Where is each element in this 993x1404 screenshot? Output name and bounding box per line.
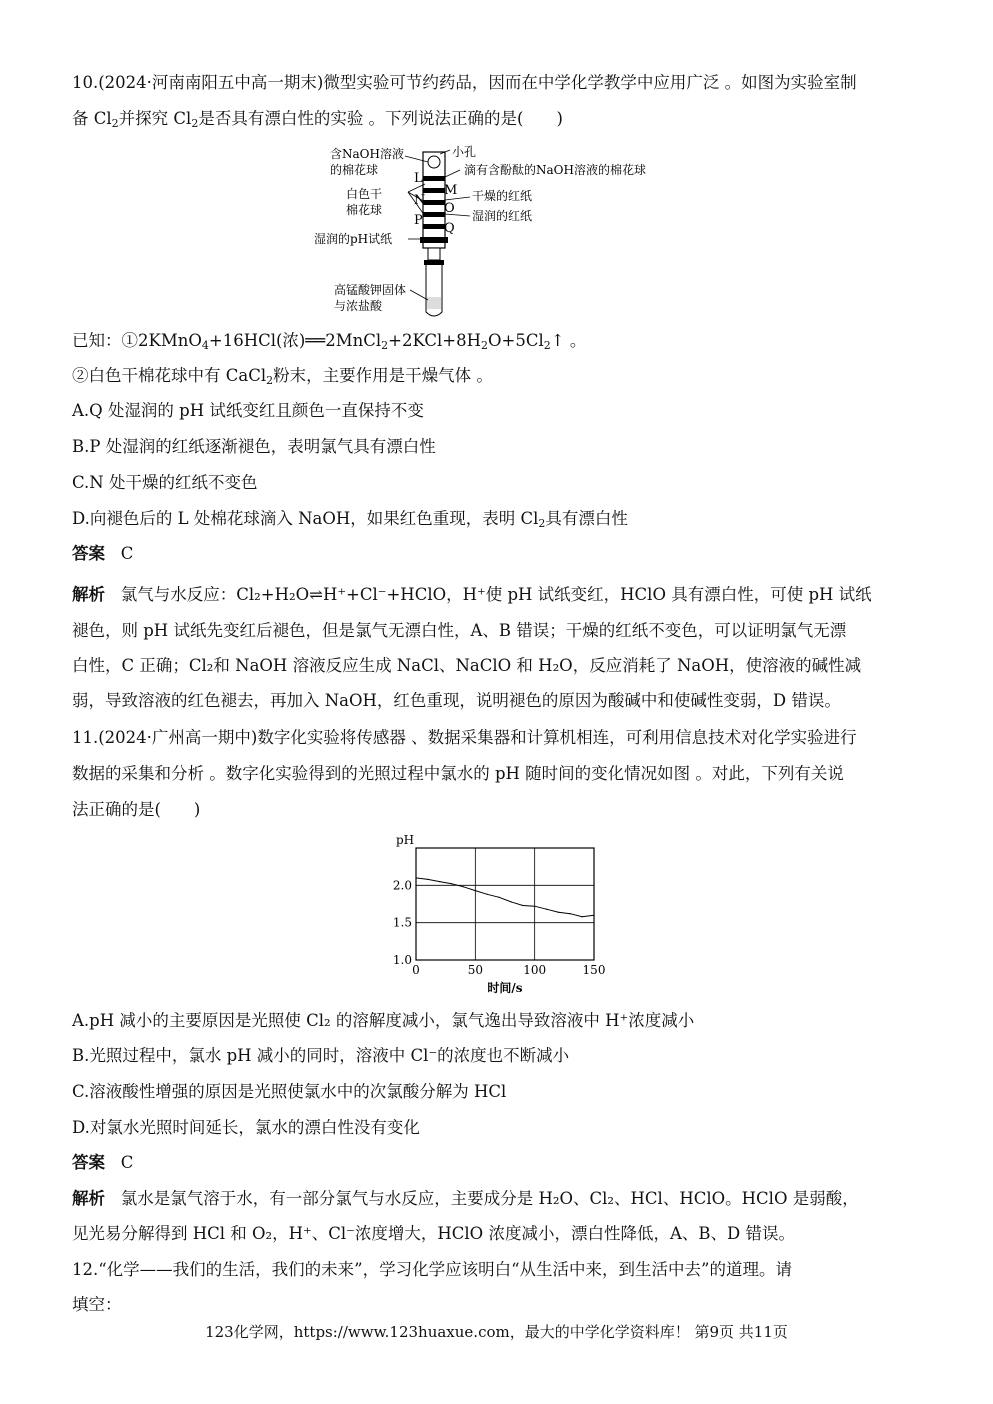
letter-Q: Q xyxy=(444,221,455,236)
ph-data-point xyxy=(498,897,499,898)
label-phenol-cotton: 滴有含酚酞的NaOH溶液的棉花球 xyxy=(464,163,646,177)
ph-data-point xyxy=(510,901,511,902)
label-dry-red-paper: 干燥的红纸 xyxy=(472,189,533,203)
q10-answer: 答案 C xyxy=(72,544,134,563)
label-small-hole: 小孔 xyxy=(452,145,477,159)
y-tick-label: 1.0 xyxy=(392,953,412,967)
label-kmno4-1: 高锰酸钾固体 xyxy=(334,283,407,297)
x-tick-label: 150 xyxy=(582,963,606,977)
q10-option-c: C.N 处干燥的红纸不变色 xyxy=(72,473,258,492)
q10-known-2: ②白色干棉花球中有 CaCl$_2$粉末，主要作用是干燥气体 。 xyxy=(72,366,493,387)
ph-data-point xyxy=(582,916,583,917)
q12-stem-line2: 填空： xyxy=(72,1295,122,1314)
q11-option-b: B.光照过程中，氯水 pH 减小的同时，溶液中 Cl⁻的浓度也不断减小 xyxy=(72,1046,570,1065)
q10-apparatus-diagram xyxy=(310,142,730,322)
y-axis-label: pH xyxy=(396,833,415,847)
ph-data-point xyxy=(522,905,523,906)
q11-option-c: C.溶液酸性增强的原因是光照使氯水中的次氯酸分解为 HCl xyxy=(72,1082,507,1101)
q11-stem-line3: 法正确的是( ) xyxy=(72,800,201,819)
letter-P: P xyxy=(414,213,423,228)
y-tick-label: 2.0 xyxy=(392,878,412,893)
letter-L: L xyxy=(414,171,423,186)
q10-analysis-3: 白性，C 正确；Cl₂和 NaOH 溶液反应生成 NaCl、NaClO 和 H₂O，反应消耗了 NaOH，使溶液的碱性减 xyxy=(72,656,862,675)
x-axis-label: 时间/s xyxy=(487,981,523,995)
q11-stem-line1: 11.(2024·广州高一期中)数字化实验将传感器 、数据采集器和计算机相连，可利用信息技术对化学实验进行 xyxy=(72,728,857,747)
q10-known-1: 已知：①2KMnO$_4$+16HCl(浓)$══2MnCl_2+2KCl+8H_2O+5Cl_2↑$ 。 xyxy=(72,331,587,352)
q11-analysis-2: 见光易分解得到 HCl 和 O₂，H⁺、Cl⁻浓度增大，HClO 浓度减小，漂白性降低，A、B、D 错误。 xyxy=(72,1224,795,1243)
ph-data-point xyxy=(546,909,547,910)
ph-data-point xyxy=(487,894,488,895)
q11-analysis-1: 解析 氯水是氯气溶于水，有一部分氯气与水反应，主要成分是 H₂O、Cl₂、HCl、HClO。HClO 是弱酸， xyxy=(72,1189,859,1208)
ph-data-point xyxy=(451,883,452,884)
q10-option-d: D.向褪色后的 L 处棉花球滴入 NaOH，如果红色重现，表明 $Cl_2$具有漂白性 xyxy=(72,509,628,530)
q10-stem-line1: 10.(2024·河南南阳五中高一期末)微型实验可节约药品，因而在中学化学教学中应用广泛 。如图为实验室制 xyxy=(72,73,857,92)
q10-analysis-2: 褪色，则 pH 试纸先变红后褪色，但是氯气无漂白性，A、B 错误；干燥的红纸不变色，可以证明氯气无漂 xyxy=(72,621,847,640)
label-naoh-cotton-1: 含NaOH溶液 xyxy=(330,147,404,161)
q10-option-b: B.P 处湿润的红纸逐渐褪色，表明氯气具有漂白性 xyxy=(72,437,436,456)
ph-data-point xyxy=(415,877,416,878)
q10-analysis-4: 弱，导致溶液的红色褪去，再加入 NaOH，红色重现，说明褪色的原因为酸碱中和使碱性变弱，D 错误。 xyxy=(72,691,841,710)
ph-time-chart xyxy=(380,828,620,1000)
ph-data-point xyxy=(427,879,428,880)
label-naoh-cotton-2: 的棉花球 xyxy=(330,163,379,177)
letter-N: N xyxy=(414,193,426,208)
ph-data-point xyxy=(558,912,559,913)
q10-option-a: A.Q 处湿润的 pH 试纸变红且颜色一直保持不变 xyxy=(72,401,424,420)
q11-stem-line2: 数据的采集和分析 。数字化实验得到的光照过程中氯水的 pH 随时间的变化情况如图 。对此，下列有关说 xyxy=(72,764,844,783)
y-tick-label: 1.5 xyxy=(392,915,412,930)
q11-option-d: D.对氯水光照时间延长，氯水的漂白性没有变化 xyxy=(72,1118,420,1137)
x-tick-label: 50 xyxy=(467,963,483,977)
letter-M: M xyxy=(444,183,458,198)
label-wet-ph-paper: 湿润的pH试纸 xyxy=(314,232,393,246)
letter-O: O xyxy=(444,201,455,216)
label-wet-red-paper: 湿润的红纸 xyxy=(472,209,533,223)
ph-data-point xyxy=(439,881,440,882)
plot-frame xyxy=(416,848,594,960)
page-footer: 123化学网，https://www.123huaxue.com，最大的中学化学资料库！ 第9页 共11页 xyxy=(205,1323,788,1341)
x-tick-label: 0 xyxy=(412,963,420,977)
x-tick-label: 100 xyxy=(523,963,547,977)
q11-option-a: A.pH 减小的主要原因是光照使 Cl₂ 的溶解度减小，氯气逸出导致溶液中 H⁺浓度减小 xyxy=(72,1011,695,1030)
ph-data-point xyxy=(570,913,571,914)
q12-stem-line1: 12.“化学——我们的生活，我们的未来”，学习化学应该明白“从生活中来，到生活中去”的道理。请 xyxy=(72,1260,792,1279)
q10-analysis-1: 解析 氯气与水反应：Cl₂+H₂O⇌H⁺+Cl⁻+HClO，H⁺使 pH 试纸变红，HClO 具有漂白性，可使 pH 试纸 xyxy=(72,585,872,604)
ph-data-point xyxy=(463,886,464,887)
ph-data-point xyxy=(593,915,594,916)
label-kmno4-2: 与浓盐酸 xyxy=(334,299,383,313)
label-white-dry-2: 棉花球 xyxy=(346,203,383,217)
q10-stem-line2: 备 $Cl_2$并探究 $Cl_2$是否具有漂白性的实验 。下列说法正确的是( ) xyxy=(72,109,563,130)
q11-answer: 答案 C xyxy=(72,1153,134,1172)
ph-data-point xyxy=(534,906,535,907)
label-white-dry-1: 白色干 xyxy=(346,187,383,201)
ph-data-point xyxy=(475,890,476,891)
